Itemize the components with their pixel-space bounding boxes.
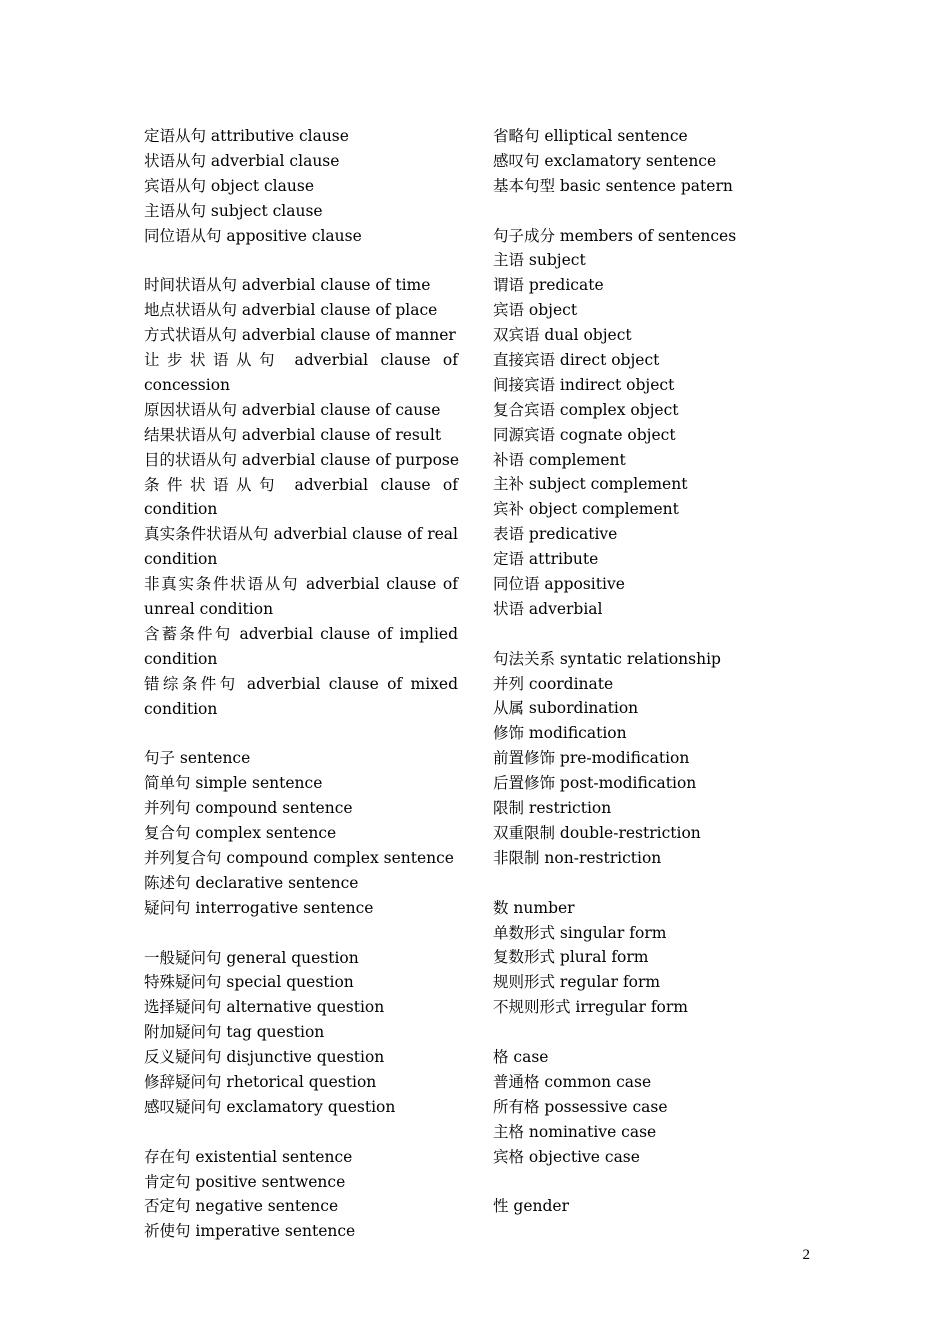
glossary-entry: 从属 subordination <box>493 699 639 718</box>
blank-line <box>144 921 458 946</box>
glossary-entry: 复数形式 plural form <box>493 948 649 967</box>
blank-line <box>493 1020 823 1045</box>
glossary-entry: 非真实条件状语从句 adverbial clause of unreal condition <box>144 575 458 619</box>
glossary-entry: 并列句 compound sentence <box>144 799 353 818</box>
glossary-entry: 双重限制 double-restriction <box>493 823 701 842</box>
glossary-entry: 反义疑问句 disjunctive question <box>144 1048 385 1067</box>
glossary-entry: 结果状语从句 adverbial clause of result <box>144 425 442 444</box>
page-number: 2 <box>802 1247 810 1263</box>
glossary-entry: 选择疑问句 alternative question <box>144 998 385 1017</box>
blank-line <box>493 199 823 224</box>
glossary-entry: 简单句 simple sentence <box>144 774 323 793</box>
blank-line <box>493 622 823 647</box>
glossary-entry: 宾语 object <box>493 301 578 320</box>
blank-line <box>144 1120 458 1145</box>
glossary-entry: 谓语 predicate <box>493 276 604 295</box>
glossary-entry: 格 case <box>493 1047 549 1066</box>
glossary-entry: 间接宾语 indirect object <box>493 375 675 394</box>
glossary-entry: 感叹疑问句 exclamatory question <box>144 1097 396 1116</box>
glossary-entry: 主语 subject <box>493 251 586 270</box>
glossary-entry: 基本句型 basic sentence patern <box>493 176 733 195</box>
glossary-entry: 错综条件句 adverbial clause of mixed condition <box>144 674 458 718</box>
glossary-entry: 肯定句 positive sentwence <box>144 1172 346 1191</box>
glossary-entry: 双宾语 dual object <box>493 326 632 345</box>
glossary-entry: 省略句 elliptical sentence <box>493 127 688 145</box>
glossary-entry: 规则形式 regular form <box>493 973 661 992</box>
glossary-entry: 不规则形式 irregular form <box>493 998 688 1017</box>
glossary-entry: 表语 predicative <box>493 525 618 544</box>
glossary-entry: 句子 sentence <box>144 749 251 768</box>
glossary-entry: 条件状语从句 adverbial clause of condition <box>144 475 458 519</box>
glossary-entry: 状语从句 adverbial clause <box>144 151 340 170</box>
glossary-entry: 方式状语从句 adverbial clause of manner <box>144 326 456 345</box>
glossary-entry: 单数形式 singular form <box>493 923 667 942</box>
glossary-entry: 目的状语从句 adverbial clause of purpose <box>144 450 460 469</box>
blank-line <box>144 248 458 273</box>
glossary-entry: 时间状语从句 adverbial clause of time <box>144 276 431 295</box>
glossary-entry: 主语从句 subject clause <box>144 201 323 220</box>
glossary-entry: 存在句 existential sentence <box>144 1147 353 1166</box>
glossary-entry: 句子成分 members of sentences <box>493 226 737 245</box>
glossary-entry: 宾语从句 object clause <box>144 176 314 195</box>
glossary-entry: 复合句 complex sentence <box>144 824 337 843</box>
glossary-entry: 修辞疑问句 rhetorical question <box>144 1073 377 1092</box>
right-column <box>493 124 823 1219</box>
glossary-entry: 特殊疑问句 special question <box>144 973 354 992</box>
glossary-entry: 主补 subject complement <box>493 475 688 494</box>
glossary-entry: 定语从句 attributive clause <box>144 127 349 145</box>
left-column <box>144 124 458 1244</box>
glossary-entry: 补语 complement <box>493 450 626 469</box>
glossary-entry: 数 number <box>493 898 575 917</box>
glossary-entry: 让步状语从句 adverbial clause of concession <box>144 351 458 394</box>
glossary-entry: 状语 adverbial <box>493 599 603 618</box>
glossary-entry: 句法关系 syntatic relationship <box>493 649 721 668</box>
glossary-entry: 陈述句 declarative sentence <box>144 873 359 892</box>
glossary-entry: 性 gender <box>493 1197 570 1216</box>
glossary-entry: 后置修饰 post-modification <box>493 774 697 793</box>
blank-line <box>493 871 823 896</box>
glossary-entry: 感叹句 exclamatory sentence <box>493 151 717 170</box>
glossary-entry: 主格 nominative case <box>493 1122 657 1141</box>
blank-line <box>493 1169 823 1194</box>
glossary-entry: 同位语从句 appositive clause <box>144 226 362 245</box>
glossary-entry: 含蓄条件句 adverbial clause of implied condition <box>144 624 458 668</box>
glossary-entry: 一般疑问句 general question <box>144 948 359 967</box>
glossary-entry: 原因状语从句 adverbial clause of cause <box>144 400 441 419</box>
glossary-entry: 并列 coordinate <box>493 674 614 693</box>
glossary-entry: 复合宾语 complex object <box>493 400 679 419</box>
glossary-entry: 否定句 negative sentence <box>144 1197 339 1216</box>
glossary-entry: 宾补 object complement <box>493 500 679 519</box>
glossary-entry: 并列复合句 compound complex sentence <box>144 849 454 868</box>
glossary-entry: 真实条件状语从句 adverbial clause of real condition <box>144 525 458 569</box>
glossary-entry: 附加疑问句 tag question <box>144 1023 325 1042</box>
glossary-entry: 所有格 possessive case <box>493 1097 668 1116</box>
glossary-entry: 宾格 objective case <box>493 1147 640 1166</box>
glossary-entry: 非限制 non-restriction <box>493 848 662 867</box>
glossary-entry: 祈使句 imperative sentence <box>144 1222 356 1241</box>
glossary-entry: 修饰 modification <box>493 724 627 743</box>
glossary-entry: 直接宾语 direct object <box>493 351 660 370</box>
glossary-entry: 前置修饰 pre-modification <box>493 749 690 768</box>
glossary-entry: 疑问句 interrogative sentence <box>144 898 374 917</box>
blank-line <box>144 722 458 747</box>
glossary-entry: 普通格 common case <box>493 1072 652 1091</box>
glossary-entry: 定语 attribute <box>493 550 599 569</box>
glossary-entry: 限制 restriction <box>493 799 612 818</box>
glossary-entry: 同源宾语 cognate object <box>493 425 676 444</box>
glossary-entry: 同位语 appositive <box>493 575 625 594</box>
glossary-entry: 地点状语从句 adverbial clause of place <box>144 301 438 320</box>
